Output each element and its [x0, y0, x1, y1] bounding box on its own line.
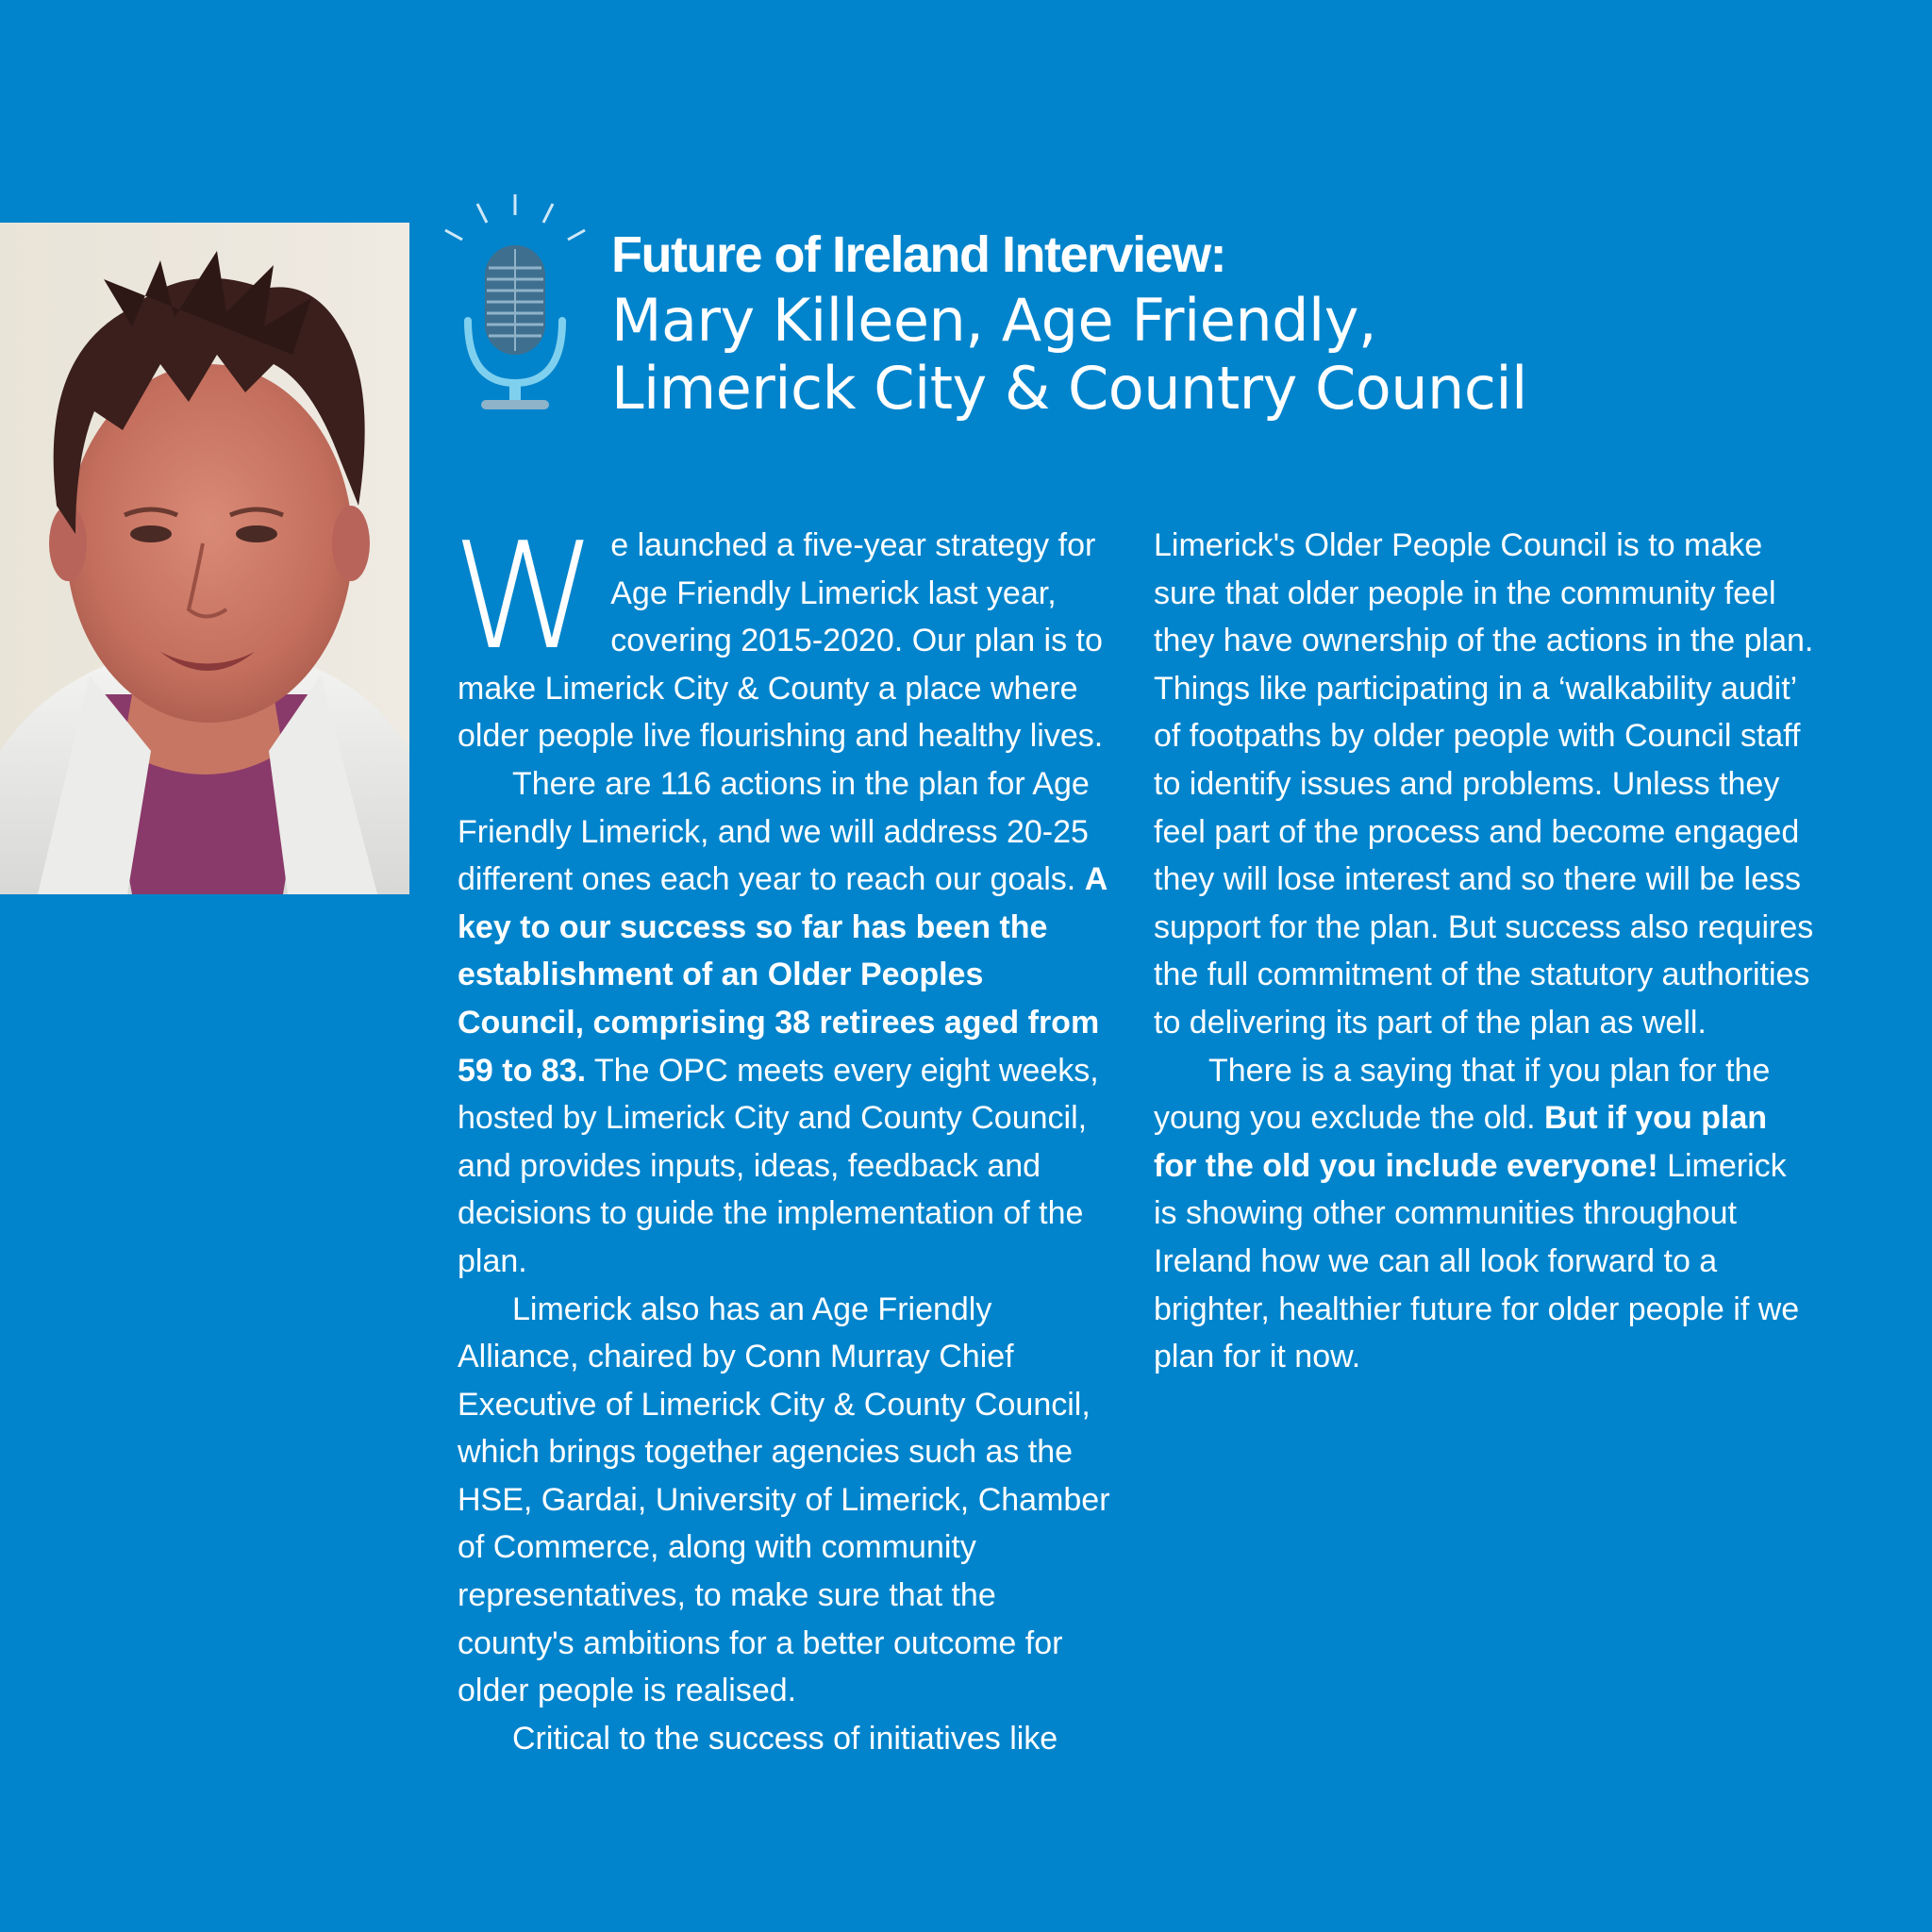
paragraph-4-first-part: Critical to the success of initiatives like — [512, 1720, 1058, 1757]
header-title-line2: Limerick City & Country Council — [611, 354, 1527, 423]
article-column-left — [452, 510, 1118, 1762]
paragraph-2-bold: A key to our success so far has been the establishment of an Older Peoples Council, comprising 38 retirees aged from 59 to 83. — [458, 861, 1107, 1089]
portrait-illustration — [0, 223, 409, 894]
paragraph-2-start: There are 116 actions in the plan for Age Friendly Limerick, and we will address 20-25 different ones each year to reach our goals. — [458, 765, 1090, 898]
paragraph-5-end: Limerick is showing other communities throughout Ireland how we can all look forward to a brighter, healthier future for older people if we plan for it now. — [1154, 1147, 1800, 1375]
paragraph-2-end: The OPC meets every eight weeks, hosted by Limerick City and County Council, and provides inputs, ideas, feedback and decisions to guide the implementation of the plan. — [458, 1052, 1099, 1279]
article-paragraph-1 — [452, 510, 1118, 760]
paragraph-5-bold: But if you plan for the old you include everyone! — [1154, 1100, 1768, 1184]
article-paragraph-5 — [1154, 1047, 1814, 1381]
paragraph-1-text: e launched a five-year strategy for Age Friendly Limerick last year, covering 2015-2020. Our plan is to make Limerick City & County a place where older people live flourishing and healthy lives. — [458, 527, 1104, 755]
article-paragraph-4-part-2 — [1154, 522, 1814, 1047]
portrait-photo — [0, 223, 409, 894]
article-column-right — [1154, 522, 1814, 1381]
article-paragraph-3: Limerick also has an Age Friendly Alliance, chaired by Conn Murray Chief Executive of Limerick City & County Council, which brings together agencies such as the HSE, Gardai, University of Limerick, Chamber of Commerce, along with community representatives, to make sure that the county's ambitions for a better outcome for older people is realised. — [458, 1291, 1110, 1709]
article-header — [611, 223, 1913, 423]
header-kicker: Future of Ireland Interview: — [611, 226, 1226, 283]
drop-cap: W — [452, 510, 598, 682]
article-paragraph-4-part-1 — [458, 1715, 1118, 1763]
header-title-line1: Mary Killeen, Age Friendly, — [611, 286, 1377, 355]
microphone-icon — [441, 191, 589, 417]
paragraph-5-start: There is a saying that if you plan for the young you exclude the old. — [1154, 1052, 1771, 1137]
paragraph-4-second-part: Limerick's Older People Council is to make sure that older people in the community feel they have ownership of the actions in the plan. Things like participating in a ‘walkability audit’ of footpaths by older people with Council staff to identify issues and problems. Unless they feel part of the process and become engaged they will lose interest and so there will be less support for the plan. But success also requires the full commitment of the statutory authorities to delivering its part of the plan as well. — [1154, 527, 1814, 1041]
article-paragraph-2 — [458, 760, 1118, 1286]
